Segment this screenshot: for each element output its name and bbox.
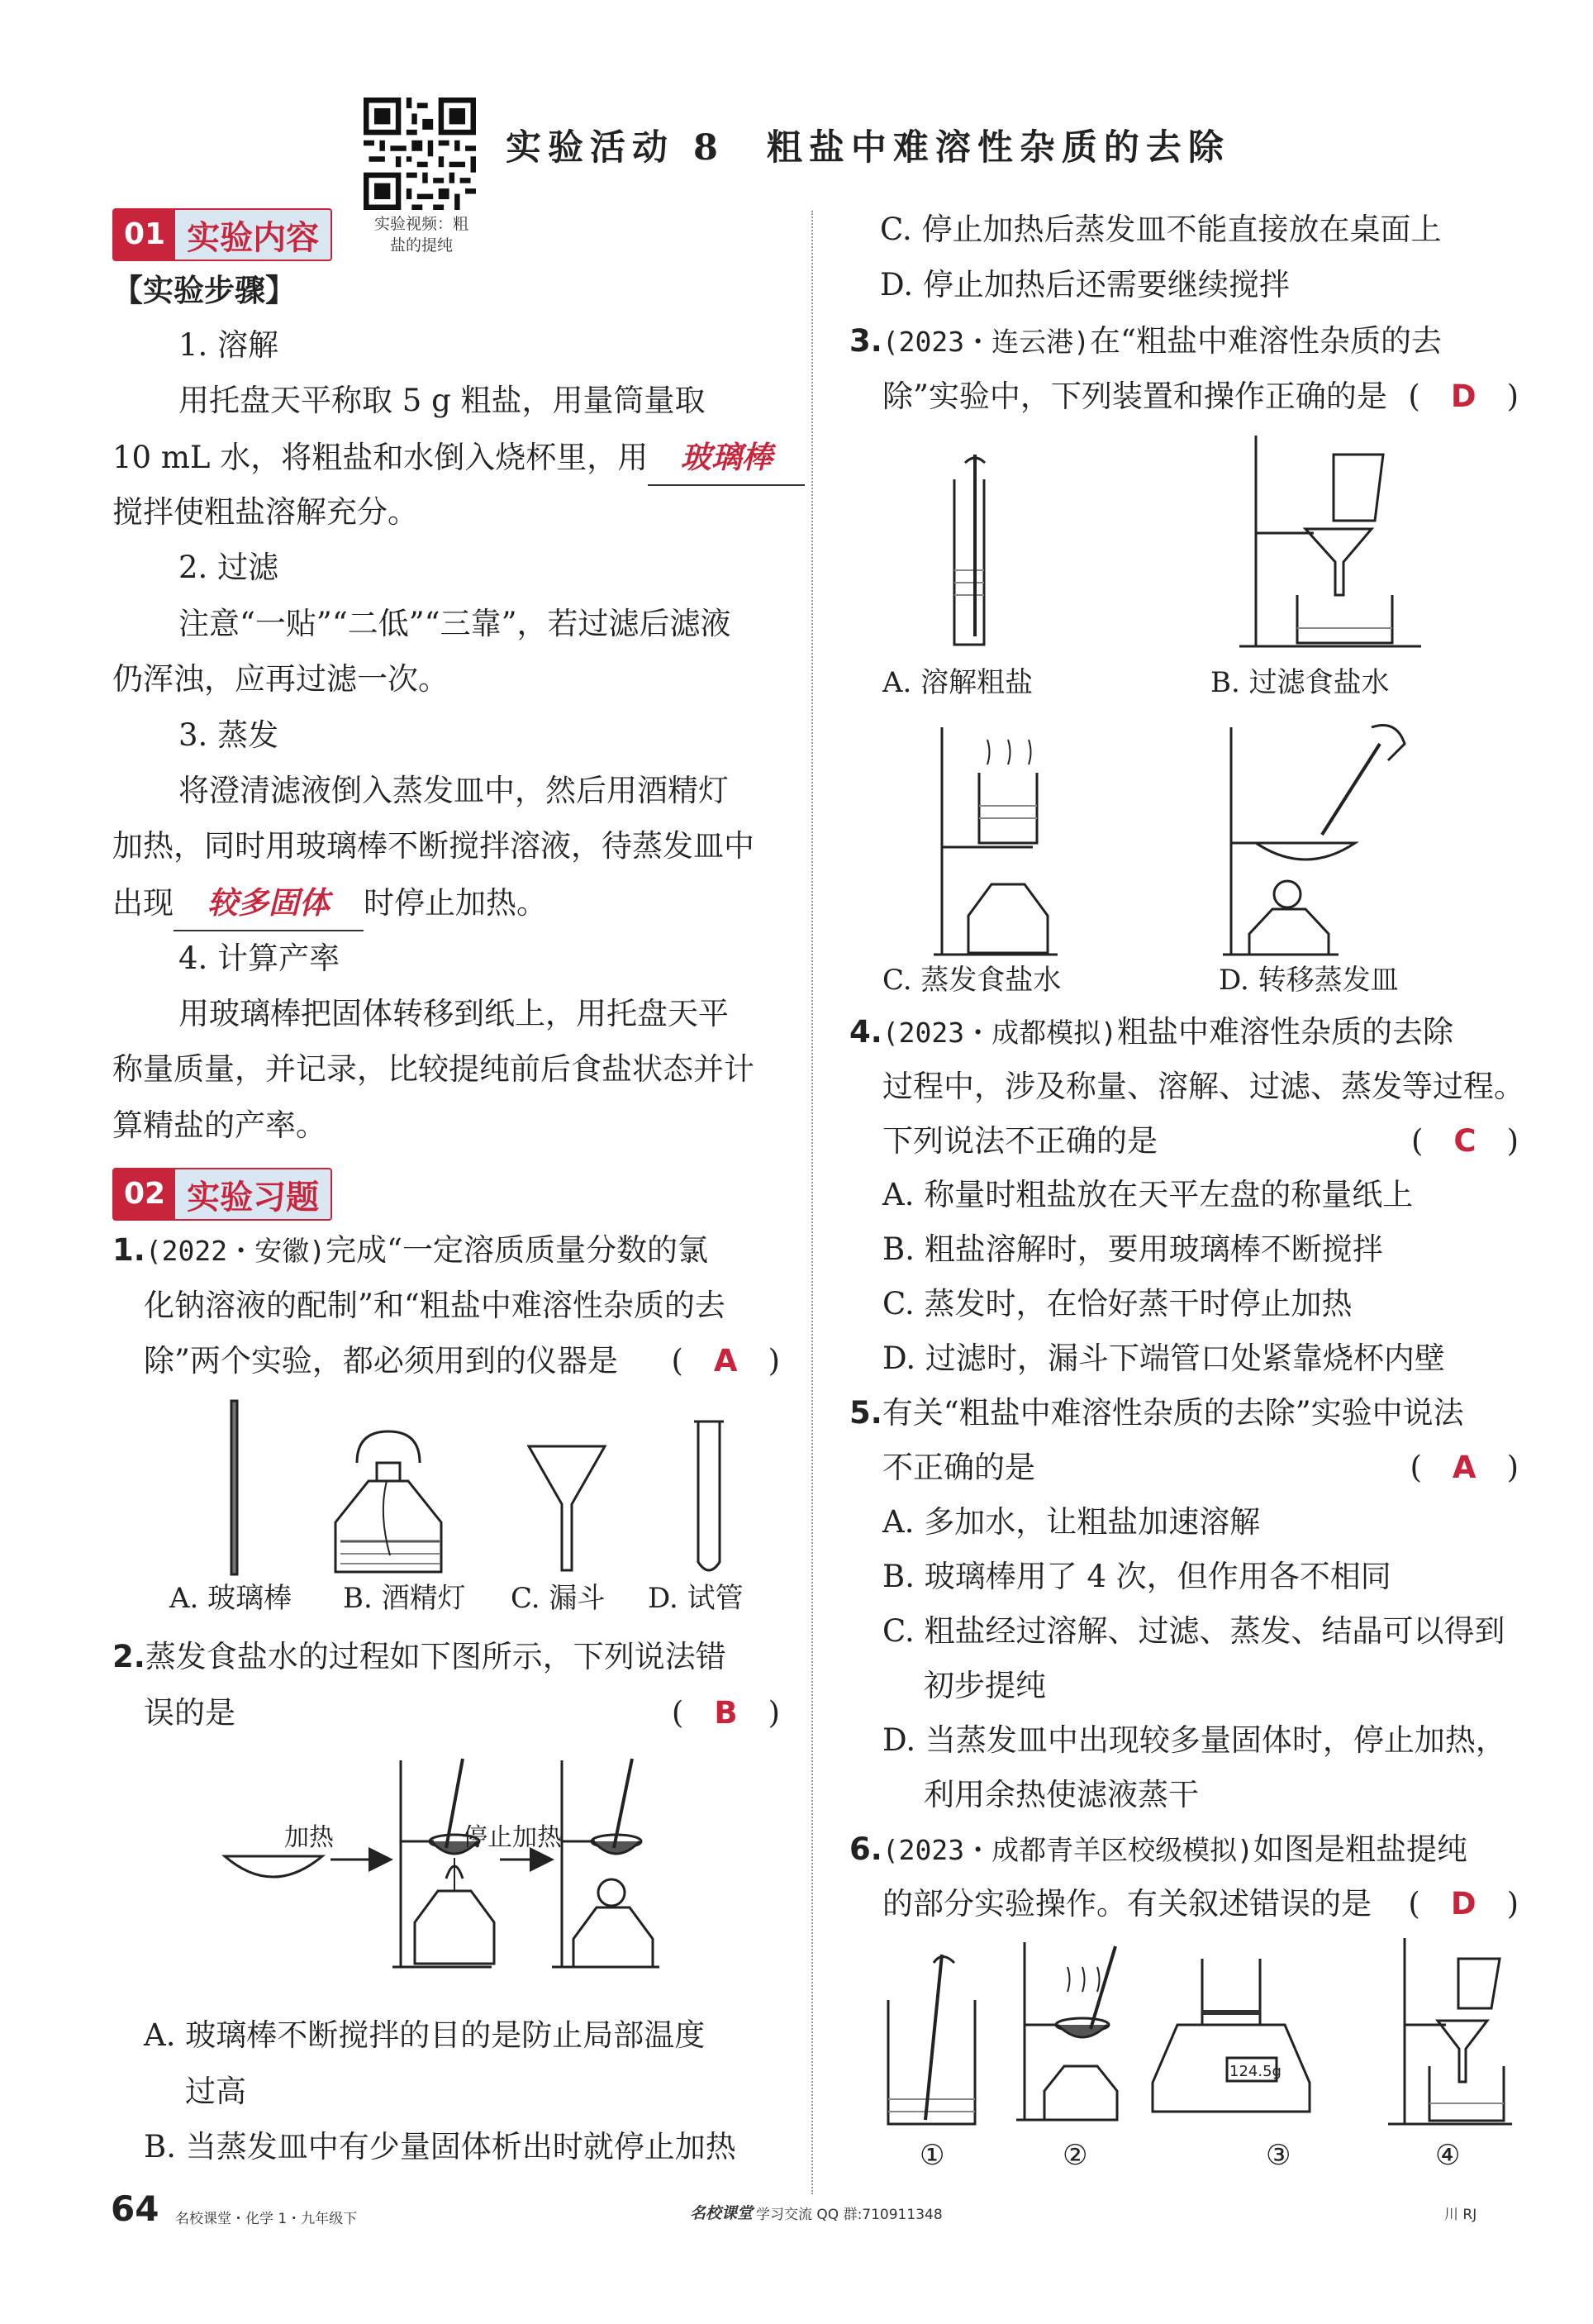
op1-dissolve-drawing bbox=[888, 1955, 975, 2124]
section-badge-content bbox=[112, 208, 332, 261]
paren-close: ) bbox=[768, 1343, 780, 1379]
paren-open: ( bbox=[1410, 1123, 1424, 1159]
step4-line2: 称量质量，并记录，比较提纯前后食盐状态并计 bbox=[112, 1051, 754, 1087]
q1-answer-paren bbox=[671, 1334, 780, 1388]
q6-text2: 的部分实验操作。有关叙述错误的是 bbox=[882, 1886, 1372, 1922]
step3-title: 3. 蒸发 bbox=[178, 717, 279, 753]
q2-line2 bbox=[144, 1686, 780, 1741]
step4-line3: 算精盐的产率。 bbox=[112, 1107, 326, 1143]
q5-text1: 有关“粗盐中难溶性杂质的去除”实验中说法 bbox=[882, 1395, 1464, 1431]
q5-option-c-line1: C. 粗盐经过溶解、过滤、蒸发、结晶可以得到 bbox=[882, 1613, 1505, 1649]
q3-answer-paren bbox=[1408, 369, 1519, 424]
op3-weigh-drawing bbox=[1153, 1959, 1310, 2112]
q4-option-c: C. 蒸发时，在恰好蒸干时停止加热 bbox=[882, 1286, 1353, 1322]
q2-line1 bbox=[112, 1630, 726, 1684]
footer-brand-logo: 名校课堂 bbox=[690, 2204, 754, 2222]
paren-open: ( bbox=[1408, 1886, 1420, 1922]
q2-option-b: B. 当蒸发皿中有少量固体析出时就停止加热 bbox=[144, 2129, 736, 2164]
q3-number: 3. bbox=[849, 323, 882, 359]
q3-option-b: B. 过滤食盐水 bbox=[1210, 666, 1390, 699]
q5-option-a: A. 多加水，让粗盐加速溶解 bbox=[882, 1504, 1261, 1540]
q2-option-a-line1: A. 玻璃棒不断搅拌的目的是防止局部温度 bbox=[144, 2017, 706, 2053]
q2-option-d: D. 停止加热后还需要继续搅拌 bbox=[880, 267, 1290, 302]
q4-line1 bbox=[849, 1005, 1453, 1060]
filtration-drawing bbox=[1239, 436, 1421, 646]
q6-label-2: ② bbox=[1063, 2139, 1088, 2172]
q5-answer-paren bbox=[1410, 1441, 1519, 1495]
dish-drawing bbox=[225, 1856, 322, 1877]
q4-option-a: A. 称量时粗盐放在天平左盘的称量纸上 bbox=[882, 1177, 1414, 1212]
q6-line1 bbox=[849, 1822, 1467, 1878]
q3-text1: 在“粗盐中难溶性杂质的去 bbox=[1090, 323, 1442, 359]
q4-option-d: D. 过滤时，漏斗下端管口处紧靠烧杯内壁 bbox=[882, 1341, 1445, 1376]
step1-line1: 用托盘天平称取 5 g 粗盐，用量筒量取 bbox=[178, 383, 706, 418]
scale-reading: 124.5g bbox=[1229, 2063, 1282, 2080]
step3-line2: 加热，同时用玻璃棒不断搅拌溶液，待蒸发皿中 bbox=[112, 828, 754, 864]
paren-close: ) bbox=[1506, 1450, 1519, 1485]
q1-instruments-figure bbox=[165, 1397, 777, 1587]
funnel-drawing bbox=[529, 1446, 605, 1570]
q1-option-d: D. 试管 bbox=[648, 1582, 744, 1615]
q3-answer: D bbox=[1450, 379, 1476, 414]
q5-line1 bbox=[849, 1386, 1464, 1441]
q5-option-d-line2: 利用余热使滤液蒸干 bbox=[924, 1777, 1199, 1812]
q4-text3: 下列说法不正确的是 bbox=[882, 1123, 1158, 1159]
q4-line3 bbox=[882, 1114, 1519, 1169]
section-badge-exercises bbox=[112, 1168, 332, 1221]
step1-line2 bbox=[112, 430, 805, 486]
q2-evaporation-figure bbox=[215, 1750, 777, 1982]
q5-line2 bbox=[882, 1441, 1519, 1495]
q5-answer: A bbox=[1452, 1450, 1476, 1485]
step2-line2: 仍浑浊，应再过滤一次。 bbox=[112, 661, 449, 697]
section-label: 实验习题 bbox=[187, 1178, 320, 1217]
q4-source: (2023・成都模拟) bbox=[882, 1017, 1118, 1049]
q5-number: 5. bbox=[849, 1395, 882, 1431]
q6-answer-paren bbox=[1408, 1877, 1519, 1931]
qr-code[interactable] bbox=[364, 98, 476, 210]
transfer-dish-drawing bbox=[1223, 726, 1405, 955]
blank-stirring-rod: 玻璃棒 bbox=[648, 430, 805, 486]
q6-label-3: ③ bbox=[1266, 2139, 1291, 2172]
q2-text1: 蒸发食盐水的过程如下图所示，下列说法错 bbox=[145, 1639, 726, 1674]
step1-title: 1. 溶解 bbox=[178, 327, 279, 363]
q4-line2: 过程中，涉及称量、溶解、过滤、蒸发等过程。 bbox=[882, 1069, 1524, 1104]
q5-text2: 不正确的是 bbox=[882, 1450, 1035, 1485]
step3-line3 bbox=[112, 875, 547, 931]
q1-line1 bbox=[112, 1223, 708, 1279]
evaporating-beaker-drawing bbox=[934, 727, 1058, 955]
step4-title: 4. 计算产率 bbox=[178, 941, 340, 976]
fig-label-heat: 加热 bbox=[284, 1823, 334, 1852]
q3-figure-ab bbox=[892, 430, 1520, 661]
q6-operations-figure bbox=[876, 1934, 1537, 2157]
q1-text1: 完成“一定溶质质量分数的氯 bbox=[326, 1232, 708, 1268]
fig-label-stop: 停止加热 bbox=[463, 1823, 562, 1852]
paren-close: ) bbox=[1506, 1886, 1519, 1922]
q6-number: 6. bbox=[849, 1831, 882, 1867]
page-title: 实验活动 8 粗盐中难溶性杂质的去除 bbox=[506, 127, 1230, 169]
step3-line3-post: 时停止加热。 bbox=[364, 885, 547, 921]
paren-open: ( bbox=[1410, 1450, 1422, 1485]
q3-line1 bbox=[849, 314, 1442, 369]
q2-answer-paren bbox=[672, 1686, 780, 1741]
q3-figure-cd bbox=[892, 719, 1520, 967]
q4-option-b: B. 粗盐溶解时，要用玻璃棒不断搅拌 bbox=[882, 1231, 1383, 1267]
q2-answer: B bbox=[714, 1695, 738, 1731]
q6-label-1: ① bbox=[920, 2139, 945, 2172]
stand-stopped-drawing bbox=[552, 1759, 659, 1967]
qr-caption bbox=[373, 213, 469, 256]
qr-caption-line1: 实验视频：粗 bbox=[373, 215, 468, 233]
q4-text1: 粗盐中难溶性杂质的去除 bbox=[1117, 1014, 1454, 1050]
q2-number: 2. bbox=[112, 1639, 145, 1674]
q2-option-a-line2: 过高 bbox=[185, 2074, 246, 2109]
step2-title: 2. 过滤 bbox=[178, 550, 279, 585]
q1-source: (2022・安徽) bbox=[145, 1235, 326, 1267]
q2-option-c: C. 停止加热后蒸发皿不能直接放在桌面上 bbox=[880, 212, 1442, 247]
q6-label-4: ④ bbox=[1435, 2139, 1461, 2172]
q2-text2: 误的是 bbox=[144, 1695, 235, 1731]
q5-option-d-line1: D. 当蒸发皿中出现较多量固体时，停止加热， bbox=[882, 1722, 1506, 1758]
q1-option-b: B. 酒精灯 bbox=[343, 1582, 466, 1615]
op4-filter-drawing bbox=[1388, 1938, 1512, 2124]
blank-more-solid: 较多固体 bbox=[174, 875, 364, 931]
test-tube-drawing bbox=[694, 1422, 724, 1570]
footer-edition: 川 RJ bbox=[1444, 2207, 1477, 2223]
section-label: 实验内容 bbox=[187, 218, 320, 257]
step4-line1: 用玻璃棒把固体转移到纸上，用托盘天平 bbox=[178, 996, 729, 1031]
q6-text1: 如图是粗盐提纯 bbox=[1253, 1831, 1468, 1867]
paren-close: ) bbox=[1506, 1123, 1519, 1159]
paren-close: ) bbox=[768, 1695, 780, 1731]
footer-qq-group: 学习交流 QQ 群:710911348 bbox=[756, 2207, 943, 2223]
q1-option-a: A. 玻璃棒 bbox=[169, 1582, 292, 1615]
alcohol-lamp-drawing bbox=[335, 1431, 441, 1572]
op2-evaporate-drawing bbox=[1016, 1942, 1117, 2120]
section-number: 02 bbox=[114, 1169, 175, 1219]
q5-option-c-line2: 初步提纯 bbox=[924, 1668, 1046, 1703]
step2-line1: 注意“一贴”“二低”“三靠”，若过滤后滤液 bbox=[178, 606, 731, 641]
page-number: 64 bbox=[111, 2188, 159, 2229]
q6-source: (2023・成都青羊区校级模拟) bbox=[882, 1834, 1254, 1866]
qr-code-icon bbox=[364, 98, 476, 210]
q3-option-a: A. 溶解粗盐 bbox=[882, 666, 1034, 699]
step1-line2-text: 10 mL 水，将粗盐和水倒入烧杯里，用 bbox=[112, 440, 649, 475]
q3-text2: 除”实验中，下列装置和操作正确的是 bbox=[882, 379, 1387, 414]
paren-open: ( bbox=[671, 1343, 683, 1379]
q1-line3 bbox=[144, 1334, 780, 1388]
paren-open: ( bbox=[1408, 379, 1420, 414]
section-number: 01 bbox=[114, 210, 175, 260]
q3-line2 bbox=[882, 369, 1519, 424]
q4-answer-paren bbox=[1411, 1114, 1519, 1169]
q1-option-c: C. 漏斗 bbox=[511, 1582, 606, 1615]
q6-line2 bbox=[882, 1877, 1519, 1931]
steps-heading: 【实验步骤】 bbox=[112, 272, 296, 308]
step3-line1: 将澄清滤液倒入蒸发皿中，然后用酒精灯 bbox=[178, 773, 729, 808]
column-divider bbox=[811, 211, 813, 2194]
q3-option-d: D. 转移蒸发皿 bbox=[1219, 964, 1399, 997]
step1-line3: 搅拌使粗盐溶解充分。 bbox=[112, 494, 418, 530]
glass-rod-drawing bbox=[231, 1401, 237, 1574]
qr-caption-line2: 盐的提纯 bbox=[389, 236, 453, 255]
q5-option-b: B. 玻璃棒用了 4 次，但作用各不相同 bbox=[882, 1559, 1391, 1594]
q1-answer: A bbox=[713, 1343, 738, 1379]
dissolving-cylinder-drawing bbox=[954, 455, 985, 645]
q6-answer: D bbox=[1450, 1886, 1476, 1922]
q3-option-c: C. 蒸发食盐水 bbox=[882, 964, 1062, 997]
q3-source: (2023・连云港) bbox=[882, 326, 1091, 358]
q1-number: 1. bbox=[112, 1232, 145, 1268]
q1-line2: 化钠溶液的配制”和“粗盐中难溶性杂质的去 bbox=[144, 1288, 725, 1323]
q4-answer: C bbox=[1453, 1123, 1476, 1159]
paren-close: ) bbox=[1506, 379, 1519, 414]
paren-open: ( bbox=[671, 1695, 684, 1731]
q1-text3: 除”两个实验，都必须用到的仪器是 bbox=[144, 1343, 618, 1379]
stand-heating-drawing bbox=[392, 1759, 494, 1967]
step3-line3-pre: 出现 bbox=[112, 885, 174, 921]
q4-number: 4. bbox=[849, 1014, 882, 1050]
footer-book-title: 名校课堂・化学 1・九年级下 bbox=[175, 2211, 358, 2227]
